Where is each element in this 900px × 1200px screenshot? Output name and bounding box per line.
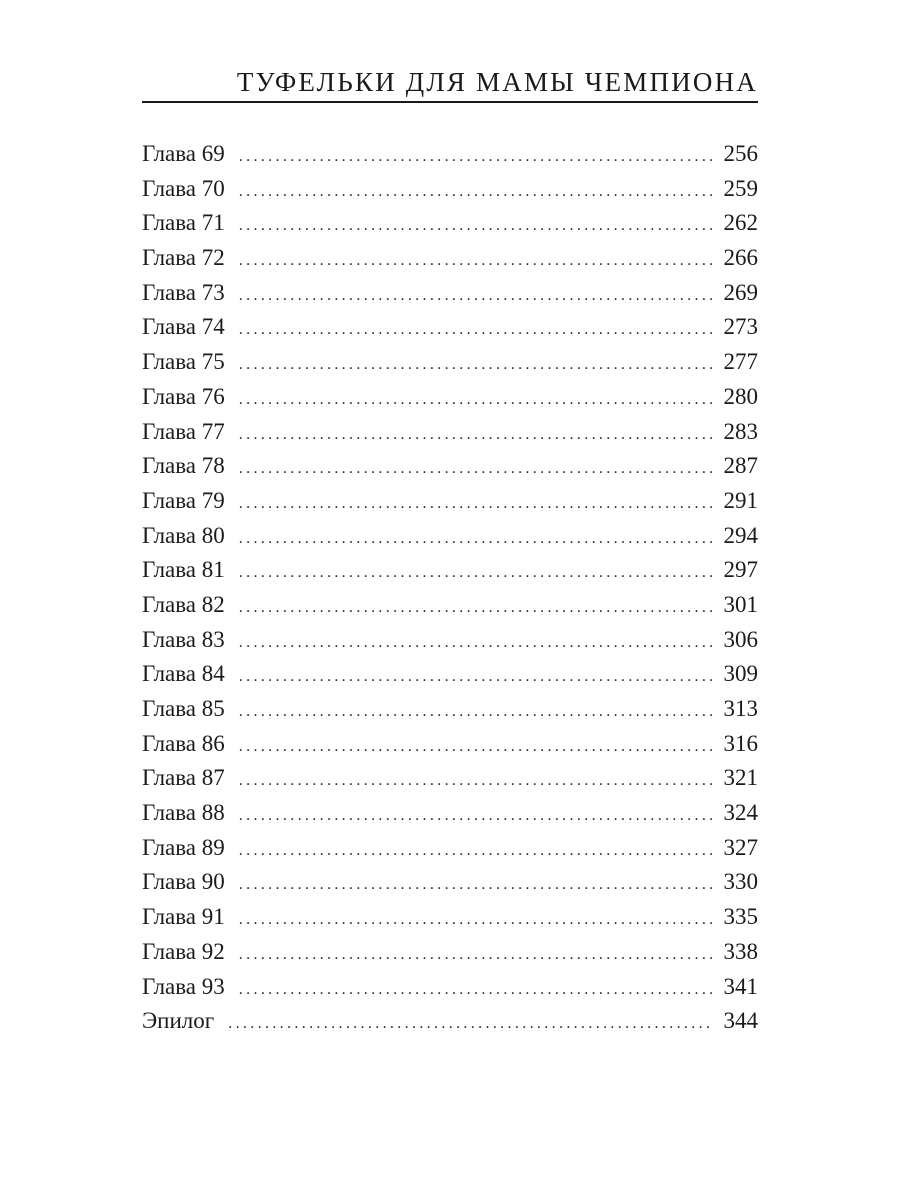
toc-entry-page: 306 (723, 626, 758, 652)
toc-entry-page: 291 (723, 487, 758, 513)
toc-entry (142, 970, 758, 1005)
dot-leader (239, 556, 714, 591)
toc-entry-page: 262 (723, 210, 758, 236)
toc-entry-page: 313 (723, 696, 758, 721)
toc-entry-label: Глава 78 (142, 453, 225, 479)
toc-entry (142, 137, 758, 172)
dot-leader (239, 383, 714, 418)
dot-leader (239, 313, 714, 348)
toc-entry-label: Глава 72 (142, 245, 225, 271)
dot-leader (239, 591, 714, 626)
dot-leader (239, 903, 714, 938)
dot-leader (239, 730, 714, 765)
toc-entry-label: Глава 83 (142, 626, 225, 652)
toc-entry (142, 623, 758, 658)
toc-entry-page: 301 (723, 591, 758, 617)
toc-entry-label: Глава 87 (142, 765, 225, 791)
toc-entry-label: Эпилог (142, 1008, 215, 1034)
toc-entry-label: Глава 76 (142, 383, 225, 409)
toc-entry-label: Глава 70 (142, 175, 225, 201)
toc-entry-page: 297 (723, 557, 758, 583)
toc-entry-page: 324 (723, 800, 758, 826)
toc-entry (142, 380, 758, 415)
toc-entry-label: Глава 79 (142, 487, 225, 513)
toc-entry (142, 657, 758, 692)
toc-entry-page: 266 (723, 245, 758, 271)
toc-entry-label: Глава 88 (142, 800, 225, 826)
toc-entry (142, 588, 758, 623)
toc-entry (142, 831, 758, 866)
toc-entry-label: Глава 91 (142, 904, 225, 930)
dot-leader (239, 799, 714, 834)
toc-entry (142, 276, 758, 311)
toc-entry-page: 277 (723, 349, 758, 375)
toc-entry (142, 796, 758, 831)
dot-leader (239, 279, 714, 314)
toc-entry (142, 310, 758, 345)
toc-entry (142, 935, 758, 970)
toc-entry-label: Глава 73 (142, 279, 225, 305)
toc-entry-label: Глава 74 (142, 314, 225, 340)
toc-entry (142, 865, 758, 900)
dot-leader (239, 834, 714, 869)
toc-entry-page: 309 (723, 661, 758, 687)
dot-leader (239, 418, 714, 453)
toc-entry-page: 294 (723, 522, 758, 548)
table-of-contents (142, 137, 758, 1039)
toc-entry-page: 259 (723, 175, 758, 201)
toc-entry-epilogue (142, 1004, 758, 1039)
toc-entry (142, 415, 758, 450)
running-head-title: ТУФЕЛЬКИ ДЛЯ МАМЫ ЧЕМПИОНА (236, 67, 758, 97)
dot-leader (239, 764, 714, 799)
toc-entry-label: Глава 89 (142, 834, 225, 860)
dot-leader (228, 1007, 713, 1042)
toc-entry (142, 692, 758, 727)
toc-entry-label: Глава 77 (142, 418, 225, 444)
toc-entry-label: Глава 69 (142, 141, 225, 166)
toc-entry-label: Глава 85 (142, 696, 225, 721)
dot-leader (239, 140, 714, 175)
toc-entry (142, 172, 758, 207)
dot-leader (239, 695, 714, 730)
toc-entry-page: 316 (723, 730, 758, 756)
toc-entry (142, 241, 758, 276)
dot-leader (239, 244, 714, 279)
toc-entry-page: 283 (723, 418, 758, 444)
dot-leader (239, 487, 714, 522)
toc-entry (142, 727, 758, 762)
header-rule (142, 101, 758, 103)
toc-entry-page: 273 (723, 314, 758, 340)
toc-entry-page: 341 (723, 973, 758, 999)
toc-entry-page: 256 (723, 141, 758, 166)
dot-leader (239, 175, 714, 210)
toc-entry-page: 327 (723, 834, 758, 860)
dot-leader (239, 626, 714, 661)
dot-leader (239, 938, 714, 973)
toc-entry-label: Глава 75 (142, 349, 225, 375)
dot-leader (239, 660, 714, 695)
dot-leader (239, 522, 714, 557)
toc-entry (142, 553, 758, 588)
toc-entry-page: 287 (723, 453, 758, 479)
dot-leader (239, 348, 714, 383)
toc-entry-label: Глава 80 (142, 522, 225, 548)
toc-entry-label: Глава 92 (142, 938, 225, 964)
toc-entry (142, 519, 758, 554)
dot-leader (239, 973, 714, 1008)
toc-entry-page: 344 (723, 1008, 758, 1034)
toc-entry (142, 900, 758, 935)
toc-entry (142, 449, 758, 484)
toc-entry (142, 345, 758, 380)
toc-entry (142, 484, 758, 519)
toc-entry-label: Глава 84 (142, 661, 225, 687)
toc-entry-label: Глава 86 (142, 730, 225, 756)
toc-entry-page: 330 (723, 869, 758, 895)
dot-leader (239, 868, 714, 903)
toc-entry-page: 321 (723, 765, 758, 791)
toc-entry (142, 761, 758, 796)
toc-entry-label: Глава 93 (142, 973, 225, 999)
toc-entry-page: 280 (723, 383, 758, 409)
toc-entry-page: 335 (723, 904, 758, 930)
toc-entry-label: Глава 71 (142, 210, 225, 236)
toc-entry-page: 269 (723, 279, 758, 305)
toc-entry-label: Глава 90 (142, 869, 225, 895)
dot-leader (239, 452, 714, 487)
toc-entry-label: Глава 81 (142, 557, 225, 583)
dot-leader (239, 209, 714, 244)
toc-entry-label: Глава 82 (142, 591, 225, 617)
toc-entry (142, 206, 758, 241)
toc-entry-page: 338 (723, 938, 758, 964)
